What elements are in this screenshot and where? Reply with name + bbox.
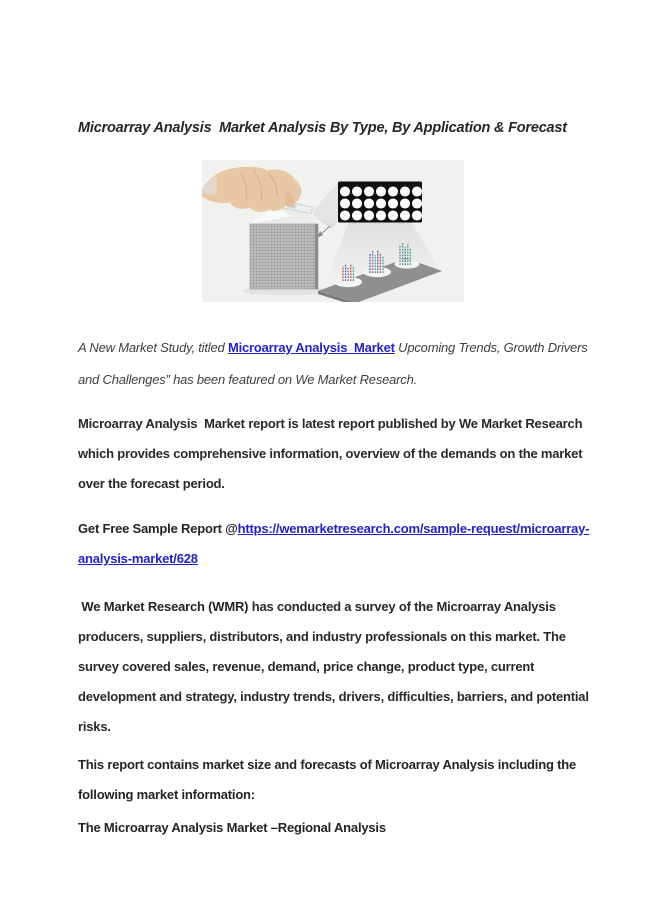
spot-dot	[400, 198, 410, 208]
spot-dot	[364, 186, 374, 196]
text-run: has conducted a survey of the Microarray Analysis producers, suppliers, distributors, and industry professionals on this market. The survey covered sales, revenue, demand, price change, product type, current development and strategy, industry trends, drivers, difficulties, barriers, and potential risks.	[78, 599, 593, 734]
spot-dot	[376, 198, 386, 208]
spot-dot	[340, 210, 350, 220]
spot-dot	[388, 186, 398, 196]
spot-dot	[340, 198, 350, 208]
paragraph-sample-report	[78, 514, 594, 574]
spot-dot	[412, 210, 422, 220]
spot-panel-graphic	[338, 182, 422, 223]
spot-dot	[364, 210, 374, 220]
text-run: Upcoming Trends, Growth Drivers and Challenges” has been featured on We Market Research.	[78, 340, 591, 387]
paragraph-report-summary	[78, 409, 594, 499]
microarray-illustration	[202, 160, 464, 302]
spot-dot	[388, 210, 398, 220]
text-run: Get Free Sample Report @	[78, 521, 238, 536]
paragraph-regional-analysis	[78, 813, 594, 843]
paragraph-market-size	[78, 750, 594, 810]
spot-dot	[412, 186, 422, 196]
spot-dot	[400, 186, 410, 196]
text-run: A New Market Study, titled	[78, 340, 228, 355]
spot-dot	[352, 210, 362, 220]
spot-dot	[376, 210, 386, 220]
spot-dot	[376, 186, 386, 196]
microarray-illustration-svg	[202, 160, 464, 302]
spot-dot	[400, 210, 410, 220]
spot-dot	[352, 198, 362, 208]
hyperlink[interactable]: https://wemarketresearch.com/sample-request/microarray-analysis-market/628	[78, 521, 590, 566]
paragraph-survey	[78, 592, 594, 742]
spot-dot	[412, 198, 422, 208]
hyperlink[interactable]: Microarray Analysis Market	[227, 340, 395, 355]
text-run: This report contains market size and forecasts of Microarray Analysis including the following market information:	[78, 757, 580, 802]
spot-dot	[388, 198, 398, 208]
spot-dot-grid	[340, 186, 422, 220]
spot-dot	[352, 186, 362, 196]
spot-dot	[364, 198, 374, 208]
page-title: Microarray Analysis Market Analysis By Type, By Application & Forecast	[78, 120, 567, 136]
text-run: Microarray Analysis Market report is latest report published by We Market Research which provides comprehensive information, overview of the demands on the market over the forecast period.	[78, 416, 590, 491]
spot-dot	[340, 186, 350, 196]
paragraph-intro	[78, 332, 594, 396]
microarray-chip-graphic	[250, 208, 318, 289]
text-run: We Market Research (WMR)	[81, 599, 249, 614]
text-run: The Microarray Analysis Market –Regional Analysis	[78, 820, 386, 835]
